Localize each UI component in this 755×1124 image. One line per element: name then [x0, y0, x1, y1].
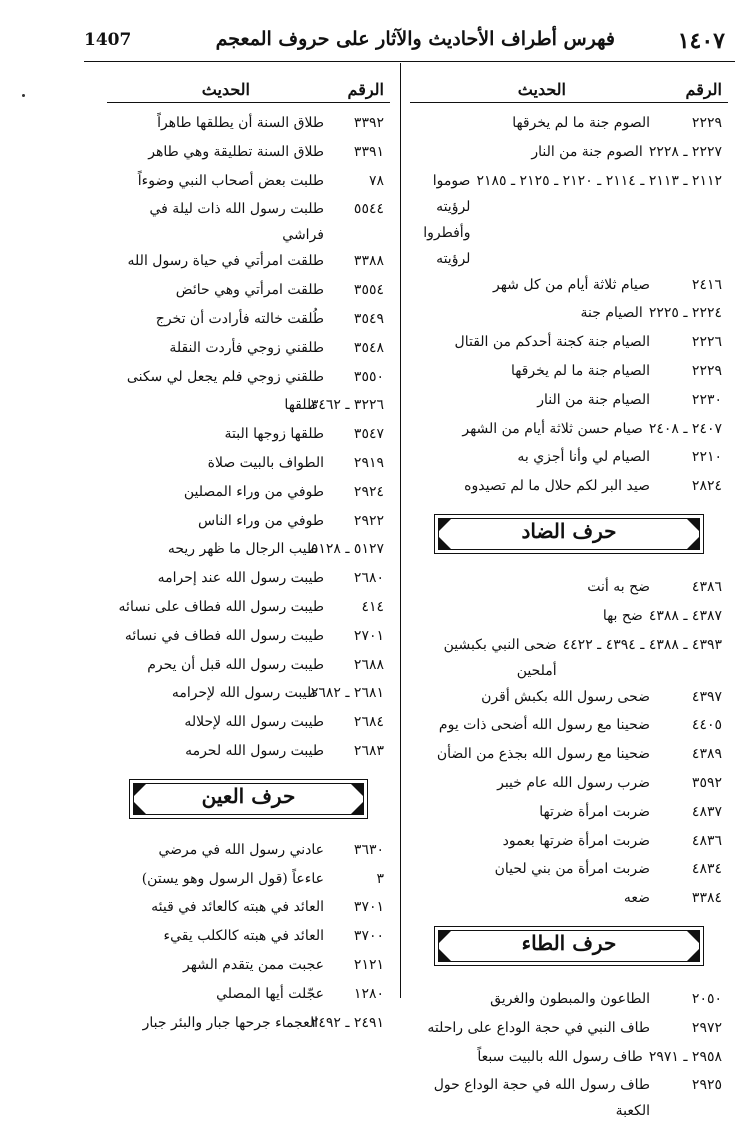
- index-entry: [107, 594, 390, 623]
- hadith-text: الصيام جنة كجنة أحدكم من القتال: [454, 334, 650, 351]
- index-entry: [107, 837, 390, 866]
- hadith-column-heading: الحديث: [517, 80, 566, 99]
- index-entry: [410, 139, 728, 168]
- index-entry: [410, 358, 728, 387]
- index-entry: [107, 450, 390, 479]
- hadith-number: ٢٢٢٤ ـ ٢٢٢٥: [648, 305, 722, 322]
- index-entry: [107, 196, 390, 248]
- index-entry: [410, 1072, 728, 1124]
- hadith-number: ٣٦٣٠: [353, 841, 384, 858]
- hadith-text: ضربت امرأة ضرتها بعمود: [502, 832, 650, 849]
- hadith-text: طيبت رسول الله لإحرامه: [171, 685, 318, 702]
- hadith-number: ٣٥٤٧: [353, 426, 384, 443]
- index-entry: [107, 139, 390, 168]
- hadith-text: طيبت رسول الله قبل أن يحرم: [147, 656, 324, 673]
- hadith-number: ٥١٢٧ ـ ٥١٢٨: [310, 541, 384, 558]
- section-title: حرف الطاء: [521, 930, 617, 955]
- hadith-text: طلقني زوجي فلم يجعل لي سكنى: [126, 368, 324, 385]
- hadith-number: ٣٣٨٤: [691, 890, 722, 907]
- hadith-number: ٢٨٢٤: [691, 478, 722, 495]
- index-entry: [107, 335, 390, 364]
- hadith-text: ضرب رسول الله عام خيبر: [497, 774, 650, 791]
- hadith-text: طاف النبي في حجة الوداع على راحلته: [427, 1019, 650, 1036]
- hadith-text: طوفي من وراء المصلين: [183, 483, 324, 500]
- index-entry: [107, 364, 390, 393]
- hadith-text: الصوم جنة من النار: [531, 143, 643, 160]
- hadith-number: ٢٢٢٩: [691, 362, 722, 379]
- index-entry: [410, 885, 728, 914]
- margin-dot: [22, 94, 25, 97]
- hadith-text: ضعه: [623, 890, 650, 907]
- hadith-number: ٢٢٣٠: [691, 391, 722, 408]
- hadith-number: ٣: [376, 870, 384, 887]
- index-entry: [410, 741, 728, 770]
- hadith-text: طلاق السنة تطليقة وهي طاهر: [148, 143, 324, 160]
- index-entry: [107, 306, 390, 335]
- section-title: حرف الضاد: [521, 518, 617, 543]
- hadith-number: ٣٥٤٨: [353, 339, 384, 356]
- index-entry: [107, 421, 390, 450]
- hadith-text: طلبت بعض أصحاب النبي وضوءاً: [137, 172, 324, 189]
- index-entry: [410, 799, 728, 828]
- hadith-number: ٢٩٢٢: [353, 512, 384, 529]
- hadith-text: ضحينا مع رسول الله أضحى ذات يوم: [438, 717, 650, 734]
- hadith-number: ٤٣٩٣ ـ ٤٣٨٨ ـ ٤٣٩٤ ـ ٤٤٢٢: [562, 636, 722, 653]
- section-title: حرف العين: [201, 783, 296, 808]
- hadith-number: ٣٧٠٠: [353, 928, 384, 945]
- hadith-text: العائد في هبته كالكلب يقيء: [163, 928, 324, 945]
- column-header: [410, 66, 728, 103]
- index-entry: [107, 277, 390, 306]
- hadith-text: صيام حسن ثلاثة أيام من الشهر: [462, 420, 643, 437]
- hadith-text: العائد في هبته كالعائد في قيئه: [151, 899, 324, 916]
- index-entry: [410, 712, 728, 741]
- hadith-text: عادني رسول الله في مرضي: [158, 841, 324, 858]
- hadith-text: الصوم جنة ما لم يخرقها: [512, 115, 650, 131]
- hadith-number: ٢٠٥٠: [691, 990, 722, 1007]
- index-entry: [410, 444, 728, 473]
- index-entry: [107, 1010, 390, 1039]
- index-entry: [107, 894, 390, 923]
- hadith-number: ٤٨٣٤: [691, 861, 722, 878]
- hadith-number: ٢٤٠٧ ـ ٢٤٠٨: [648, 420, 722, 437]
- page-number-arabic: ١٤٠٧: [677, 28, 725, 54]
- hadith-text: الطواف بالبيت صلاة: [207, 454, 324, 471]
- hadith-text: طلبت رسول الله ذات ليلة في فراشي: [149, 201, 324, 244]
- hadith-number: ٢٢١٠: [691, 449, 722, 466]
- hadith-text: ضح بها: [602, 607, 643, 624]
- index-entry: [410, 684, 728, 713]
- hadith-text: طلاق السنة أن يطلقها طاهراً: [157, 115, 324, 131]
- hadith-text: عجّلت أيها المصلي: [216, 985, 324, 1002]
- index-entry: [410, 272, 728, 301]
- index-entry: [107, 952, 390, 981]
- hadith-text: طيبت رسول الله فطاف على نسائه: [118, 598, 324, 615]
- column-header: [107, 66, 390, 103]
- index-entry: [410, 986, 728, 1015]
- index-entry: [410, 168, 728, 272]
- hadith-number: ٣٥٤٩: [353, 310, 384, 327]
- index-entry: [107, 981, 390, 1010]
- hadith-text: طيبت رسول الله فطاف في نسائه: [124, 627, 324, 644]
- hadith-text: ضحى النبي بكبشين أملحين: [443, 636, 557, 679]
- hadith-text: صوموا لرؤيته وأفطروا لرؤيته: [423, 172, 471, 267]
- hadith-text: طلقت امرأتي وهي حائض: [175, 282, 324, 299]
- index-entry: [107, 652, 390, 681]
- hadith-number: ٢٢٢٧ ـ ٢٢٢٨: [648, 143, 722, 160]
- hadith-number: ٢٩٢٥: [691, 1077, 722, 1094]
- hadith-number: ٤٨٣٦: [691, 832, 722, 849]
- hadith-number: ٣٥٥٤: [353, 282, 384, 299]
- hadith-number: ٢٦٨٤: [353, 714, 384, 731]
- section-heading: [434, 926, 704, 966]
- hadith-number: ٢٦٨٣: [353, 742, 384, 759]
- hadith-number: ٤٣٨٦: [691, 578, 722, 595]
- hadith-text: الصيام جنة من النار: [537, 391, 650, 408]
- index-entry: [410, 574, 728, 603]
- right-entries: [410, 110, 728, 1124]
- header-rule: [84, 61, 735, 62]
- index-entry: [410, 828, 728, 857]
- hadith-text: طاف رسول الله بالبيت سبعاً: [477, 1048, 643, 1065]
- index-entry: [410, 110, 728, 139]
- hadith-text: طلقها: [284, 397, 318, 414]
- index-entry: [107, 168, 390, 197]
- hadith-number: ٤٣٨٧ ـ ٤٣٨٨: [648, 607, 722, 624]
- left-column: [107, 66, 390, 1038]
- page-number-latin: 1407: [84, 30, 132, 50]
- hadith-number: ٣٣٩٢: [353, 115, 384, 131]
- index-entry: [107, 623, 390, 652]
- index-entry: [107, 565, 390, 594]
- index-entry: [410, 387, 728, 416]
- hadith-number: ٢٤٩١ ـ ٢٤٩٢: [310, 1014, 384, 1031]
- index-entry: [410, 1015, 728, 1044]
- index-entry: [410, 856, 728, 885]
- index-entry: [410, 473, 728, 502]
- hadith-column-heading: الحديث: [201, 80, 250, 99]
- hadith-text: طاف رسول الله في حجة الوداع حول الكعبة: [433, 1077, 650, 1120]
- hadith-text: العجماء جرحها جبار والبئر جبار: [142, 1014, 318, 1031]
- index-entry: [107, 738, 390, 767]
- hadith-number: ٣٣٩١: [353, 143, 384, 160]
- right-column: [410, 66, 728, 1124]
- index-entry: [107, 866, 390, 895]
- hadith-number: ٤١٤: [361, 598, 384, 615]
- hadith-text: طلقني زوجي فأردت النقلة: [169, 339, 324, 356]
- hadith-text: صيام ثلاثة أيام من كل شهر: [492, 276, 650, 293]
- index-entry: [410, 1044, 728, 1073]
- hadith-number: ٣٥٩٢: [691, 774, 722, 791]
- hadith-text: الصيام لي وأنا أجزي به: [517, 449, 650, 466]
- hadith-number: ٢٦٨١ ـ ٢٦٨٢: [310, 685, 384, 702]
- hadith-text: الصيام جنة: [580, 305, 643, 322]
- hadith-number: ٢٢٢٦: [691, 334, 722, 351]
- hadith-number: ١٢٨٠: [353, 985, 384, 1002]
- hadith-text: ضحينا مع رسول الله بجذع من الضأن: [436, 746, 650, 763]
- hadith-number: ٢١٢١: [353, 956, 384, 973]
- page-header: [84, 28, 725, 58]
- left-entries: [107, 110, 390, 1038]
- index-entry: [410, 603, 728, 632]
- hadith-number: ٣٢٢٦ ـ ٣٤٦٢: [310, 397, 384, 414]
- hadith-number: ٤٤٠٥: [691, 717, 722, 734]
- index-entry: [410, 632, 728, 684]
- index-entry: [410, 770, 728, 799]
- index-entry: [107, 680, 390, 709]
- hadith-text: الصيام جنة ما لم يخرقها: [510, 362, 650, 379]
- hadith-text: طُلقت خالته فأرادت أن تخرج: [155, 310, 324, 327]
- hadith-text: ضربت امرأة من بني لحيان: [494, 861, 650, 878]
- index-entry: [107, 479, 390, 508]
- index-entry: [410, 416, 728, 445]
- hadith-number: ٢٩٥٨ ـ ٢٩٧١: [648, 1048, 722, 1065]
- index-entry: [107, 536, 390, 565]
- hadith-number: ٧٨: [368, 172, 384, 189]
- hadith-number: ٢٦٨٠: [353, 570, 384, 587]
- column-divider: [400, 63, 401, 998]
- hadith-text: عاءعاً (قول الرسول وهو يستن): [141, 870, 324, 887]
- hadith-number: ٣٥٥٠: [353, 368, 384, 385]
- page-title: فهرس أطراف الأحاديث والآثار على حروف المعجم: [215, 28, 615, 50]
- hadith-text: طلقت امرأتي في حياة رسول الله: [127, 253, 324, 270]
- hadith-number: ٢٩٢٤: [353, 483, 384, 500]
- index-entry: [107, 709, 390, 738]
- hadith-number: ٥٥٤٤: [353, 201, 384, 218]
- hadith-text: ضح به أنت: [587, 578, 650, 595]
- index-entry: [410, 300, 728, 329]
- number-column-heading: الرقم: [685, 80, 722, 99]
- hadith-text: ضحى رسول الله بكبش أقرن: [481, 688, 650, 705]
- hadith-number: ٢٩١٩: [353, 454, 384, 471]
- hadith-number: ٣٣٨٨: [353, 253, 384, 270]
- hadith-text: ضربت امرأة ضرتها: [539, 803, 650, 820]
- hadith-text: طيبت رسول الله لإحلاله: [184, 714, 324, 731]
- index-entry: [107, 248, 390, 277]
- hadith-number: ٤٣٨٩: [691, 746, 722, 763]
- index-entry: [107, 508, 390, 537]
- section-heading: [434, 514, 704, 554]
- hadith-text: صيد البر لكم حلال ما لم تصيدوه: [464, 478, 650, 495]
- hadith-text: عجبت ممن يتقدم الشهر: [182, 956, 324, 973]
- hadith-number: ٢٧٠١: [353, 627, 384, 644]
- hadith-number: ٢٤١٦: [691, 276, 722, 293]
- index-entry: [107, 923, 390, 952]
- hadith-text: طوفي من وراء الناس: [198, 512, 324, 529]
- index-entry: [410, 329, 728, 358]
- hadith-number: ٢٢٢٩: [691, 115, 722, 131]
- hadith-number: ٢٩٧٢: [691, 1019, 722, 1036]
- hadith-number: ٢٦٨٨: [353, 656, 384, 673]
- hadith-text: الطاعون والمبطون والغريق: [490, 990, 650, 1007]
- number-column-heading: الرقم: [347, 80, 384, 99]
- hadith-number: ٣٧٠١: [353, 899, 384, 916]
- hadith-text: طيبت رسول الله عند إحرامه: [157, 570, 324, 587]
- section-heading: [129, 779, 368, 819]
- hadith-text: طيبت رسول الله لحرمه: [185, 742, 324, 759]
- hadith-number: ٤٨٣٧: [691, 803, 722, 820]
- index-entry: [107, 392, 390, 421]
- hadith-text: طلقها زوجها البتة: [224, 426, 324, 443]
- hadith-number: ٤٣٩٧: [691, 688, 722, 705]
- hadith-number: ٢١١٢ ـ ٢١١٣ ـ ٢١١٤ ـ ٢١٢٠ ـ ٢١٢٥ ـ ٢١٨٥: [476, 172, 722, 189]
- hadith-text: طيب الرجال ما ظهر ريحه: [167, 541, 318, 558]
- index-entry: [107, 110, 390, 139]
